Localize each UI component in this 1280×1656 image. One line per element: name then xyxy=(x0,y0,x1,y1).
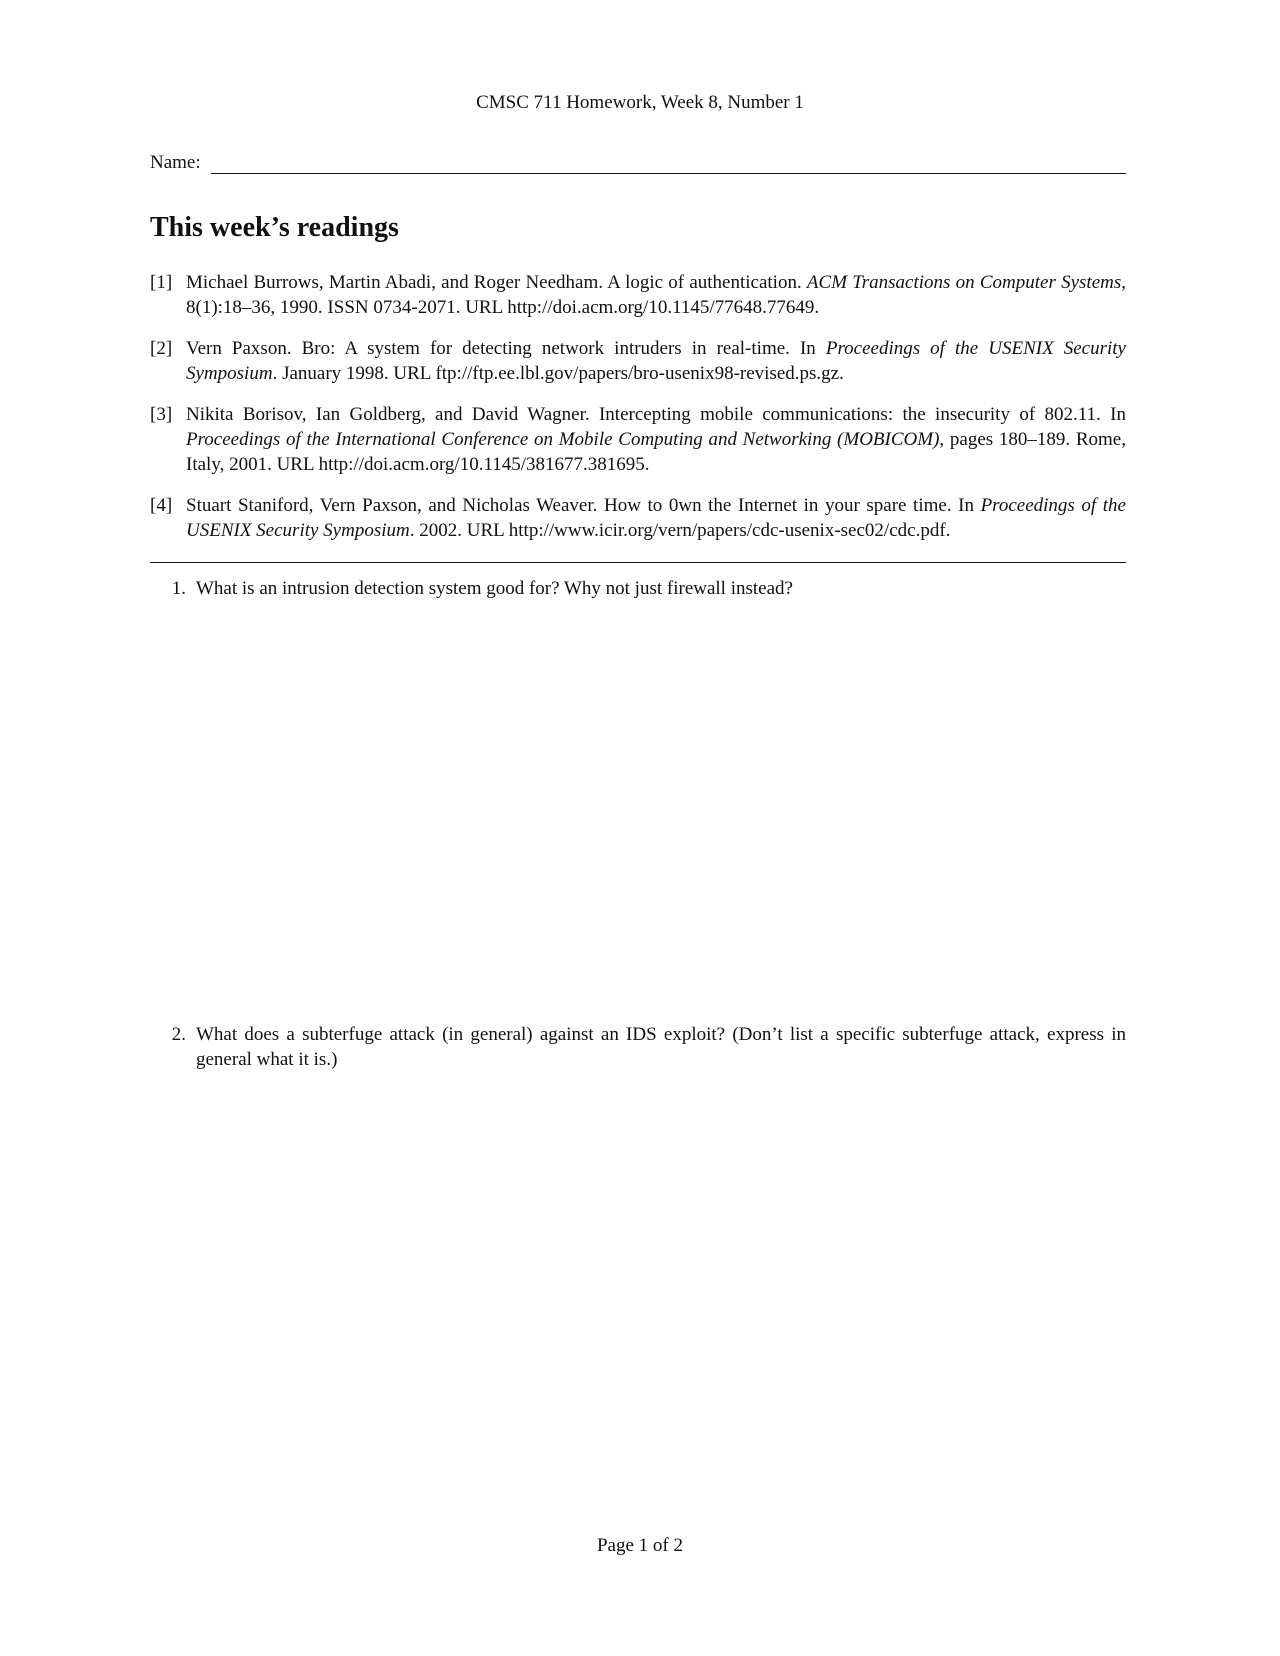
reference-text: Vern Paxson. Bro: A system for detecting network intruders in real-time. In Proceedings of the USENIX Security Symposium. January 1998. URL ftp://ftp.ee.lbl.gov/papers/bro-usenix98-revised.ps.gz. xyxy=(186,338,1126,384)
reference-text: Nikita Borisov, Ian Goldberg, and David Wagner. Intercepting mobile communications: the insecurity of 802.11. In Proceedings of the International Conference on Mobile Computing and Networking (MOBICOM), pages 180–189. Rome, Italy, 2001. URL http://doi.acm.org/10.1145/381677.381695. xyxy=(186,404,1126,475)
question-text: What does a subterfuge attack (in general) against an IDS exploit? (Don’t list a specific subterfuge attack, express in general what it is.) xyxy=(196,1024,1126,1070)
reference-item xyxy=(150,336,1126,386)
reference-list xyxy=(150,270,1126,559)
reference-number: [2] xyxy=(150,338,173,359)
question-number: 1. xyxy=(171,578,186,599)
name-blank-line xyxy=(211,157,1126,174)
reference-venue: ACM Transactions on Computer Systems xyxy=(806,272,1122,293)
question-text: What is an intrusion detection system good for? Why not just firewall instead? xyxy=(196,578,793,599)
question-number: 2. xyxy=(171,1024,186,1045)
reference-number: [1] xyxy=(150,272,173,293)
reference-venue: Proceedings of the USENIX Security Symposium xyxy=(186,338,1126,384)
reference-item xyxy=(150,402,1126,477)
section-title: This week’s readings xyxy=(150,212,399,243)
reference-number: [4] xyxy=(150,495,173,516)
question-item xyxy=(150,1022,1126,1072)
page-header: CMSC 711 Homework, Week 8, Number 1 xyxy=(476,92,804,113)
reference-item xyxy=(150,493,1126,543)
reference-number: [3] xyxy=(150,404,173,425)
question-item xyxy=(150,576,1126,601)
name-label: Name: xyxy=(150,152,201,173)
reference-text: Michael Burrows, Martin Abadi, and Roger Needham. A logic of authentication. ACM Transactions on Computer Systems, 8(1):18–36, 1990. ISSN 0734-2071. URL http://doi.acm.org/10.1145/77648.77649. xyxy=(186,272,1126,318)
reference-item xyxy=(150,270,1126,320)
name-field xyxy=(150,152,1126,174)
page-number: Page 1 of 2 xyxy=(596,1535,683,1556)
section-divider xyxy=(150,562,1126,563)
reference-venue: Proceedings of the International Conference on Mobile Computing and Networking (MOBICOM) xyxy=(186,429,940,450)
reference-venue: Proceedings of the USENIX Security Symposium xyxy=(186,495,1126,541)
reference-text: Stuart Staniford, Vern Paxson, and Nicholas Weaver. How to 0wn the Internet in your spare time. In Proceedings of the USENIX Security Symposium. 2002. URL http://www.icir.org/vern/papers/cdc-usenix-sec02/cdc.pdf. xyxy=(186,495,1126,541)
